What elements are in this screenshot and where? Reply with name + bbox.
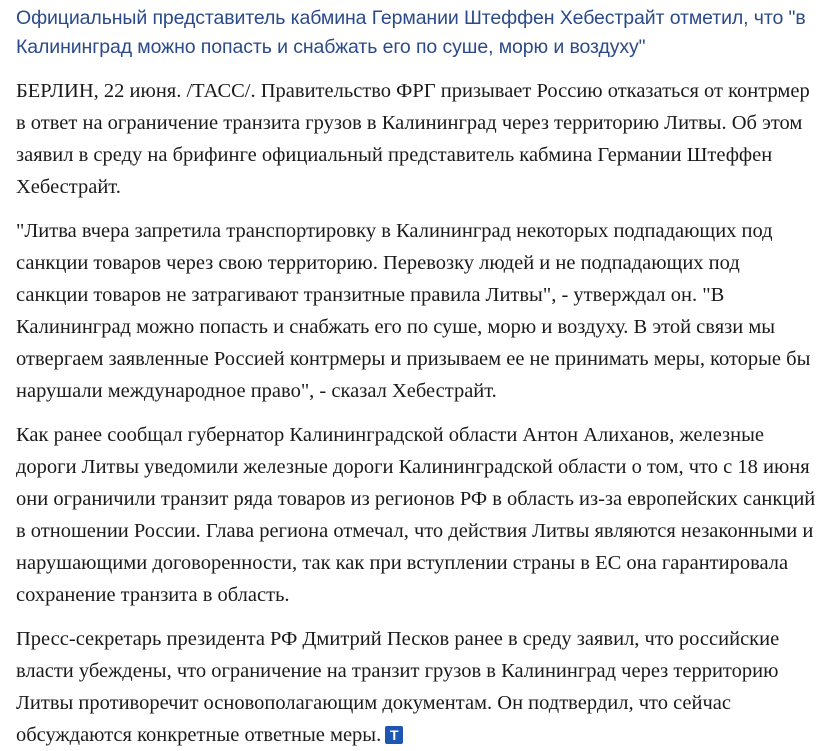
tass-logo-icon: Т — [385, 726, 403, 744]
article — [16, 0, 816, 751]
article-paragraph-2: "Литва вчера запретила транспортировку в Калининград некоторых подпадающих под санкции товаров через свою территорию. Перевозку людей и не подпадающих под санкции товаров не затрагивают транзитные правила Литвы", - утверждал он. "В Калининград можно попасть и снабжать его по суше, морю и воздуху. В этой связи мы отвергаем заявленные Россией контрмеры и призываем ее не принимать меры, которые бы нарушали международное право", - сказал Хебестрайт. — [16, 220, 811, 402]
article-paragraph-3: Как ранее сообщал губернатор Калининградской области Антон Алиханов, железные дороги Литвы уведомили железные дороги Калининградской области о том, что с 18 июня они ограничили транзит ряда товаров из регионов РФ в область из-за европейских санкций в отношении России. Глава региона отмечал, что действия Литвы являются незаконными и нарушающими договоренности, так как при вступлении страны в ЕС она гарантировала сохранение транзита в область. — [16, 424, 816, 606]
article-paragraph-1: БЕРЛИН, 22 июня. /ТАСС/. Правительство ФРГ призывает Россию отказаться от контрмер в ответ на ограничение транзита грузов в Калининград через территорию Литвы. Об этом заявил в среду на брифинге официальный представитель кабмина Германии Штеффен Хебестрайт. — [16, 80, 810, 198]
article-paragraph-4 — [16, 623, 816, 751]
article-lead: Официальный представитель кабмина Германии Штеффен Хебестрайт отметил, что "в Калининград можно попасть и снабжать его по суше, морю и воздуху" — [16, 7, 806, 58]
article-paragraph-4-text: Пресс-секретарь президента РФ Дмитрий Песков ранее в среду заявил, что российские власти убеждены, что ограничение на транзит грузов в Калининград через территорию Литвы противоречит основополагающим документам. Он подтвердил, что сейчас обсуждаются конкретные ответные меры. — [16, 628, 780, 746]
